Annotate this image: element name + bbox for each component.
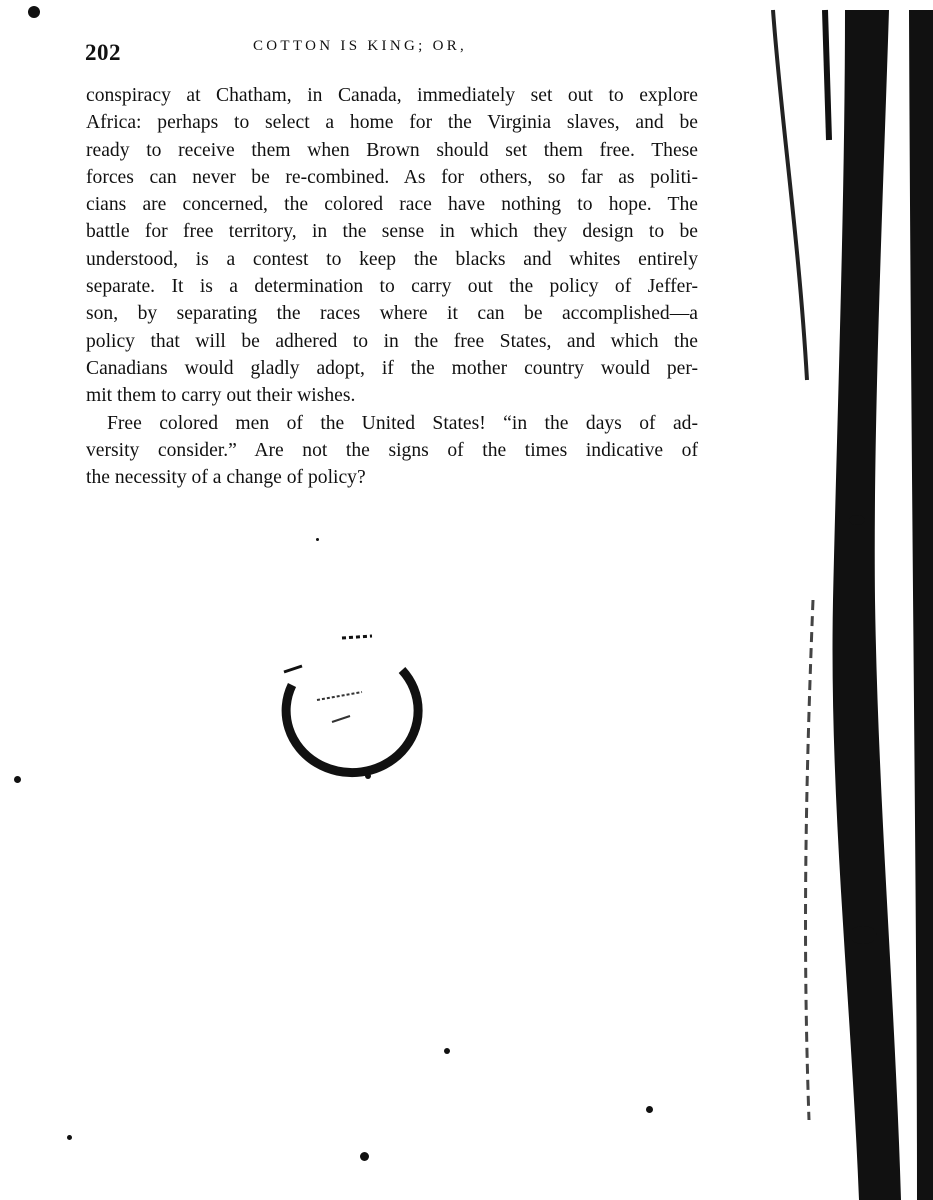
stamp-dot xyxy=(365,773,371,779)
binding-shadow-main xyxy=(833,10,901,1200)
binding-crease xyxy=(825,10,829,140)
ink-speck xyxy=(316,538,319,541)
text-line: Africa: perhaps to select a home for the Virginia slaves, and be xyxy=(86,112,698,134)
running-title: COTTON IS KING; OR, xyxy=(253,38,468,54)
text-line: understood, is a contest to keep the blacks and whites entirely xyxy=(86,248,698,270)
binding-gutter xyxy=(733,0,933,1200)
ink-speck xyxy=(28,6,40,18)
body-text xyxy=(86,82,698,491)
text-line: mit them to carry out their wishes. xyxy=(86,385,356,407)
text-line: separate. It is a determination to carry out the policy of Jeffer- xyxy=(86,276,698,298)
ink-speck xyxy=(360,1152,369,1161)
text-line: policy that will be adhered to in the free States, and which the xyxy=(86,330,698,352)
stamp-ring xyxy=(286,670,418,773)
binding-mark xyxy=(849,515,865,525)
text-line: forces can never be re-combined. As for others, so far as politi- xyxy=(86,166,698,188)
ink-speck xyxy=(67,1135,72,1140)
text-line: cians are concerned, the colored race have nothing to hope. The xyxy=(86,194,698,216)
binding-crease xyxy=(806,600,813,1120)
text-line: battle for free territory, in the sense in which they design to be xyxy=(86,221,698,243)
page-number: 202 xyxy=(85,40,121,65)
ink-speck xyxy=(14,776,21,783)
binding-mark xyxy=(849,926,877,944)
text-line: the necessity of a change of policy? xyxy=(86,467,366,489)
library-stamp xyxy=(272,630,432,780)
ink-speck xyxy=(444,1048,450,1054)
stamp-mark xyxy=(317,692,362,700)
text-line: conspiracy at Chatham, in Canada, immediately set out to explore xyxy=(86,85,698,106)
stamp-mark xyxy=(342,636,372,638)
paragraph-1 xyxy=(86,82,698,410)
stamp-mark xyxy=(332,716,350,722)
binding-crease xyxy=(773,10,807,380)
text-line: son, by separating the races where it can be accomplished—a xyxy=(86,303,698,325)
text-line: Free colored men of the United States! “in the days of ad- xyxy=(107,412,698,434)
paragraph-2 xyxy=(86,410,698,492)
text-line: Canadians would gladly adopt, if the mother country would per- xyxy=(86,357,698,379)
ink-speck xyxy=(646,1106,653,1113)
text-line: ready to receive them when Brown should set them free. These xyxy=(86,139,698,161)
text-line: versity consider.” Are not the signs of the times indicative of xyxy=(86,439,698,461)
stamp-mark xyxy=(284,666,302,672)
binding-shadow-edge xyxy=(909,10,933,1200)
